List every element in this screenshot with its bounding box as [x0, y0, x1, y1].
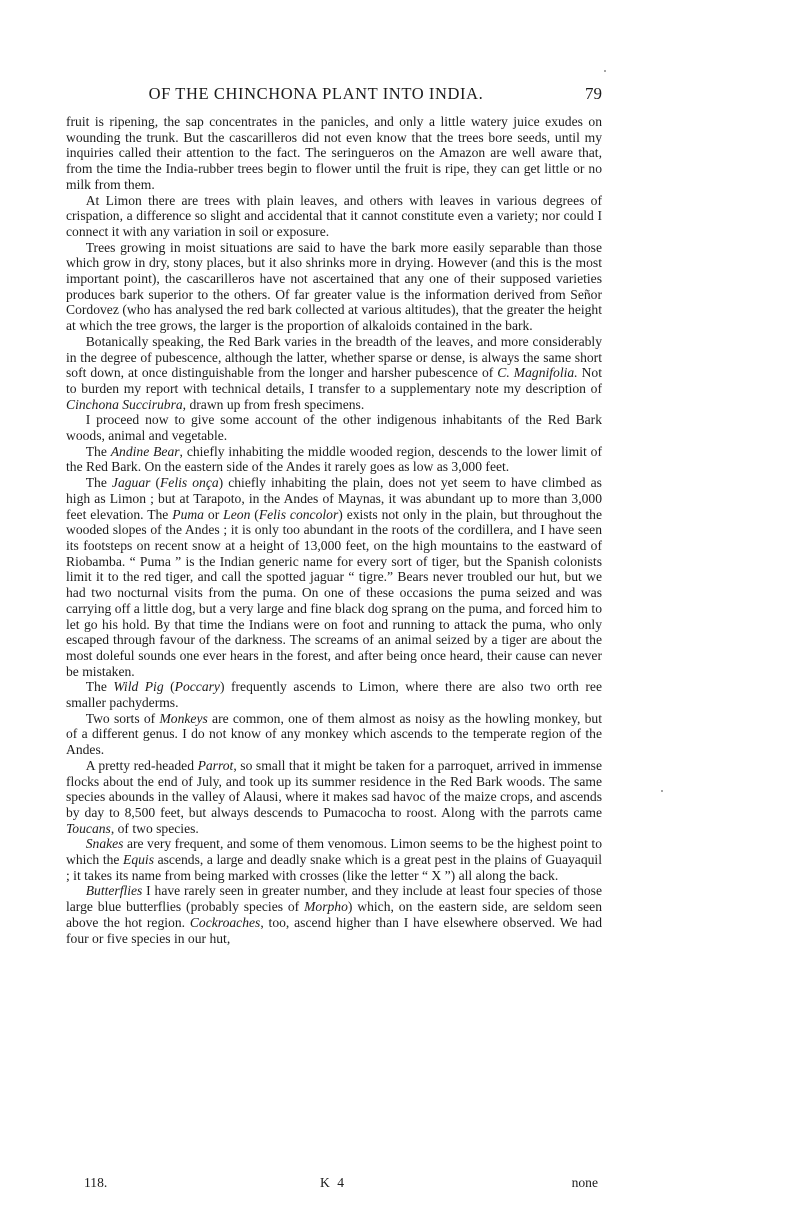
italic-term: Cockroaches	[189, 914, 261, 930]
paragraph	[66, 114, 602, 193]
paragraph	[66, 836, 602, 883]
body-text	[66, 114, 602, 946]
italic-term: Snakes	[85, 836, 124, 852]
text-run: , so small that it might be taken for a parroquet, arrived in immense flocks about the end of July, and took up its summer residence in the Red Bark woods. The same species abounds in the valley of Alausi, where it makes sad havoc of the maize crops, and ascends by day to 8,500 feet, but always descends to Pumacocha to roost. Along with the parrots came	[66, 757, 602, 820]
paragraph	[66, 334, 602, 413]
paragraph	[66, 412, 602, 443]
text-run: The	[85, 475, 112, 491]
text-run: Trees growing in moist situations are said to have the bark more easily separable than those which grow in dry, stony places, but it also shrinks more in drying. However (and this is the most important point), the cascarilleros have not ascertained that any one of their supposed varieties produces bark superior to the others. Of far greater value is the information derived from Señor Cordovez (who has analysed the red bark collected at various altitudes), that the greater the height at which the tree grows, the larger is the proportion of alkaloids contained in the bark.	[66, 239, 602, 334]
text-run: ) which, on the eastern side, are seldom seen above the hot region.	[66, 899, 602, 930]
italic-term: Jaguar	[111, 475, 151, 491]
italic-term: Morpho	[304, 899, 348, 915]
text-run: ) exists not only in the plain, but throughout the wooded slopes of the Andes ; it is only too abundant in the roots of the cordillera, and I have seen its footsteps on recent snow at a height of 13,000 feet, on the high mountains to the eastward of Riobamba. “ Puma ” is the Indian generic name for every sort of tiger, but the Spanish colonists limit it to the red tiger, and call the spotted jaguar “ tigre.” Bears never troubled our hut, but we had two nocturnal visits from the puma. On one of these occasions the puma seized and was carrying off a little dog, but a very large and fine black dog sprang on the puma, and forced him to let go his hold. By that time the Indians were on foot and running to attack the puma, who only escaped through favour of the darkness. The screams of an animal seized by a tiger are about the most doleful sounds one ever hears in the forest, and after being once heard, their cause can never be mistaken.	[66, 506, 602, 679]
text-run: At Limon there are trees with plain leaves, and others with leaves in various degrees of crispation, a difference so slight and accidental that it cannot constitute even a variety; nor could I connect it with any variation in soil or exposure.	[66, 192, 602, 239]
italic-term: C. Magnifolia.	[497, 365, 578, 381]
signature-mark: K 4	[320, 1175, 347, 1190]
italic-term: Felis onça	[160, 475, 219, 491]
text-run: , too, ascend higher than I have elsewhere observed. We had four or five species in our hut,	[66, 914, 602, 946]
paragraph	[66, 193, 602, 240]
italic-term: Equis	[123, 852, 154, 868]
paragraph	[66, 711, 602, 758]
text-run: are very frequent, and some of them venomous. Limon seems to be the highest point to which the	[66, 836, 602, 868]
text-run: (	[250, 506, 259, 522]
italic-term: Leon	[223, 506, 251, 522]
page-number: 79	[585, 84, 602, 103]
text-run: Not to burden my report with technical details, I transfer to a supplementary note my description of	[66, 365, 602, 396]
print-speck	[661, 790, 663, 792]
page-header	[66, 84, 602, 108]
italic-term: Andine Bear	[110, 443, 180, 459]
paragraph	[66, 758, 602, 837]
paragraph	[66, 883, 602, 946]
italic-term: Parrot	[197, 757, 234, 773]
italic-term: Cinchona Succirubra	[66, 396, 183, 412]
italic-term: Poccary	[174, 679, 220, 695]
text-run: The	[85, 679, 114, 695]
catchword: none	[571, 1175, 598, 1190]
italic-term: Wild Pig	[113, 679, 164, 695]
italic-term: Puma	[172, 506, 204, 522]
text-run: A pretty red-headed	[85, 757, 198, 773]
text-run: fruit is ripening, the sap concentrates in the panicles, and only a little watery juice exudes on wounding the trunk. But the cascarilleros did not even know that the trees bore seeds, until my inquiries called their attention to the fact. The seringueros on the Amazon are well aware that, from the time the India-rubber trees begin to flower until the fruit is ripe, they can get little or no milk from them.	[66, 114, 602, 192]
text-run: (	[150, 475, 160, 491]
sheet-number: 118.	[84, 1175, 108, 1190]
print-speck	[604, 70, 606, 72]
text-run: Two sorts of	[85, 710, 160, 726]
italic-term: Toucans	[66, 820, 111, 836]
text-run: The	[85, 443, 111, 459]
text-run: ascends, a large and deadly snake which is a great pest in the plains of Guayaquil ; it takes its name from being marked with crosses (like the letter “ X ”) all along the back.	[66, 852, 602, 883]
text-run: Botanically speaking, the Red Bark varies in the breadth of the leaves, and more considerably in the degree of pubescence, although the latter, whether sparse or dense, is always the same short soft down, at once distinguishable from the longer and harsher pubescence of	[66, 333, 602, 381]
text-run: ) frequently ascends to Limon, where there are also two orth ree smaller pachyderms.	[66, 679, 602, 711]
text-run: I proceed now to give some account of the other indigenous inhabitants of the Red Bark woods, animal and vegetable.	[66, 412, 602, 444]
italic-term: Monkeys	[159, 710, 208, 726]
page-footer	[66, 1175, 602, 1193]
text-run: , of two species.	[110, 820, 199, 836]
text-run: (	[163, 679, 175, 695]
paragraph	[66, 475, 602, 679]
text-run: I have rarely seen in greater number, and they include at least four species of those large blue butterflies (probably species of	[66, 883, 602, 915]
running-head: OF THE CHINCHONA PLANT INTO INDIA.	[148, 84, 484, 103]
italic-term: Felis concolor	[258, 506, 339, 522]
text-run: ) chiefly inhabiting the plain, does not yet seem to have climbed as high as Limon ; but at Tarapoto, in the Andes of Maynas, it was abundant up to more than 3,000 feet elevation. The	[66, 475, 602, 522]
text-run: or	[203, 506, 224, 522]
text-run: , drawn up from fresh specimens.	[182, 396, 365, 412]
text-run: , chiefly inhabiting the middle wooded region, descends to the lower limit of the Red Bark. On the eastern side of the Andes it rarely goes as low as 3,000 feet.	[66, 443, 603, 475]
text-run: are common, one of them almost as noisy as the howling monkey, but of a different genus. I do not know of any monkey which ascends to the temperate region of the Andes.	[66, 710, 603, 758]
italic-term: Butterflies	[85, 883, 143, 899]
paragraph	[66, 240, 602, 334]
paragraph	[66, 444, 602, 475]
paragraph	[66, 679, 602, 710]
